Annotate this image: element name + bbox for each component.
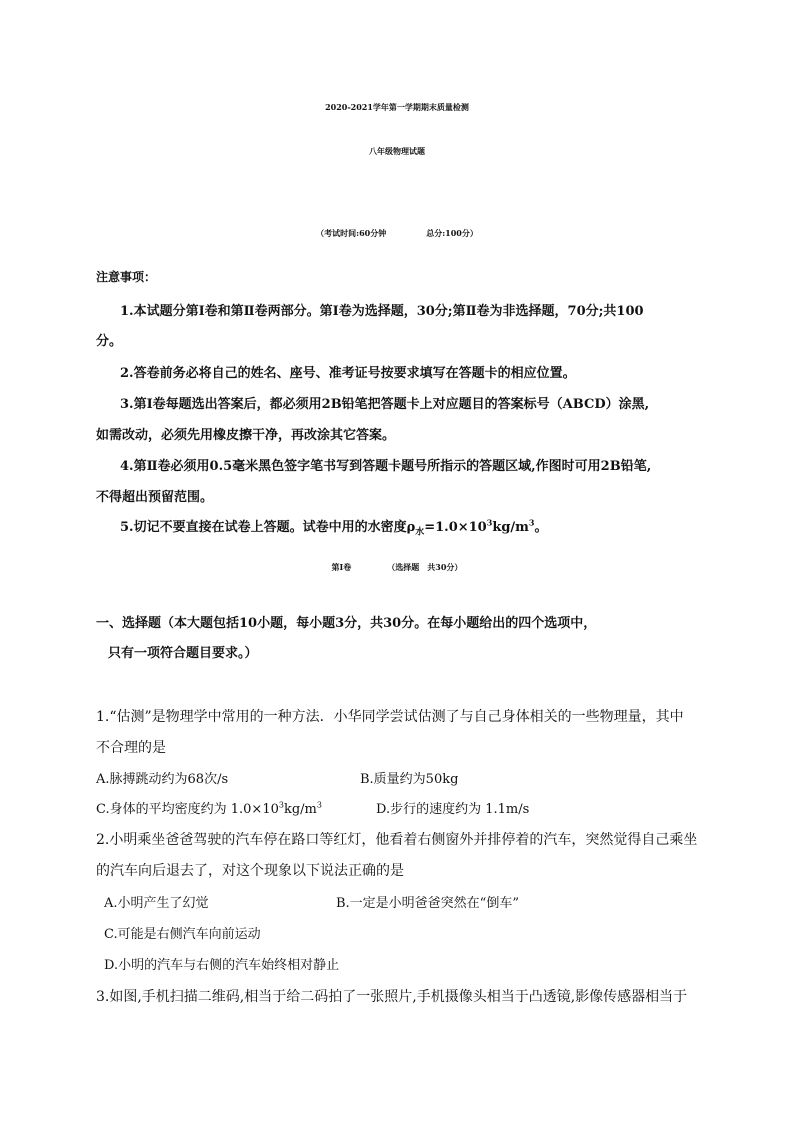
note-5-mid: =1.0×10 <box>424 520 487 535</box>
question-1-option-b: B.质量约为50kg <box>360 772 459 787</box>
section-1-label: 第Ⅰ卷 <box>331 562 352 572</box>
section-1-desc: （选择题 共30分） <box>387 562 463 572</box>
option-c-unit-exponent: 3 <box>316 800 322 810</box>
note-1-line-2: 分。 <box>96 334 123 349</box>
question-1-line-2: 不合理的是 <box>96 740 166 756</box>
note-2: 2.答卷前务必将自己的姓名、座号、准考证号按要求填写在答题卡的相应位置。 <box>120 366 576 381</box>
note-3-line-1: 3.第Ⅰ卷每题选出答案后，都必须用2B铅笔把答题卡上对应题目的答案标号（ABCD）涂黑, <box>120 397 650 412</box>
question-2-option-d: D.小明的汽车与右侧的汽车始终相对静止 <box>104 958 340 973</box>
section-1-instructions-line-1: 一、选择题（本大题包括10小题，每小题3分，共30分。在每小题给出的四个选项中， <box>96 616 597 631</box>
note-5-prefix: 5.切记不要直接在试卷上答题。试卷中用的水密度ρ <box>120 520 416 535</box>
question-3-line-1: 3.如图,手机扫描二维码,相当于给二码拍了一张照片,手机摄像头相当于凸透镜,影像传感器相当于 <box>96 989 688 1005</box>
question-1-line-1: 1.“估测”是物理学中常用的一种方法．小华同学尝试估测了与自己身体相关的一些物理量，其中 <box>96 709 684 725</box>
question-2-line-2: 的汽车向后退去了，对这个现象以下说法正确的是 <box>96 863 404 879</box>
question-1-option-c <box>96 798 322 817</box>
unit-exponent: 3 <box>528 517 535 528</box>
notes-heading: 注意事项： <box>96 270 157 284</box>
question-1-option-d: D.步行的速度约为 1.1m/s <box>376 802 530 817</box>
section-1-instructions-line-2: 只有一项符合题目要求。） <box>108 646 258 661</box>
note-4-line-2: 不得超出预留范围。 <box>96 490 214 505</box>
total-score: 总分:100分） <box>426 228 478 238</box>
section-1-heading <box>0 562 794 573</box>
question-2-option-b: B.一定是小明爸爸突然在“倒车” <box>336 896 519 911</box>
note-4-line-1: 4.第Ⅱ卷必须用0.5毫米黑色签字笔书写到答题卡题号所指示的答题区域,作图时可用2B铅笔, <box>120 459 652 474</box>
option-c-text: C.身体的平均密度约为 1.0×10 <box>96 802 279 817</box>
water-subscript: 水 <box>415 527 425 538</box>
exam-time-score <box>0 228 794 239</box>
exam-title: 2020-2021学年第一学期期末质量检测 <box>325 102 469 112</box>
note-1-line-1: 1.本试题分第Ⅰ卷和第Ⅱ卷两部分。第Ⅰ卷为选择题，30分;第Ⅱ卷为非选择题，70分;共100 <box>120 304 644 319</box>
note-5-unit: kg/m <box>492 520 529 535</box>
question-2-option-a: A.小明产生了幻觉 <box>104 896 209 911</box>
option-c-unit: kg/m <box>283 802 317 817</box>
note-5-end: 。 <box>534 520 548 535</box>
note-3-line-2: 如需改动，必须先用橡皮擦干净，再改涂其它答案。 <box>96 428 396 443</box>
option-c-exponent: 3 <box>278 800 284 810</box>
exam-time: （考试时间:60分钟 <box>316 228 387 238</box>
question-2-line-1: 2.小明乘坐爸爸驾驶的汽车停在路口等红灯，他看着右侧窗外并排停着的汽车，突然觉得自己乘坐 <box>96 832 698 848</box>
question-2-option-c: C.可能是右侧汽车向前运动 <box>104 927 261 942</box>
exponent: 3 <box>486 517 493 528</box>
exam-subtitle: 八年级物理试题 <box>369 146 425 156</box>
question-1-option-a: A.脉搏跳动约为68次/s <box>96 772 229 787</box>
note-5 <box>120 516 548 538</box>
